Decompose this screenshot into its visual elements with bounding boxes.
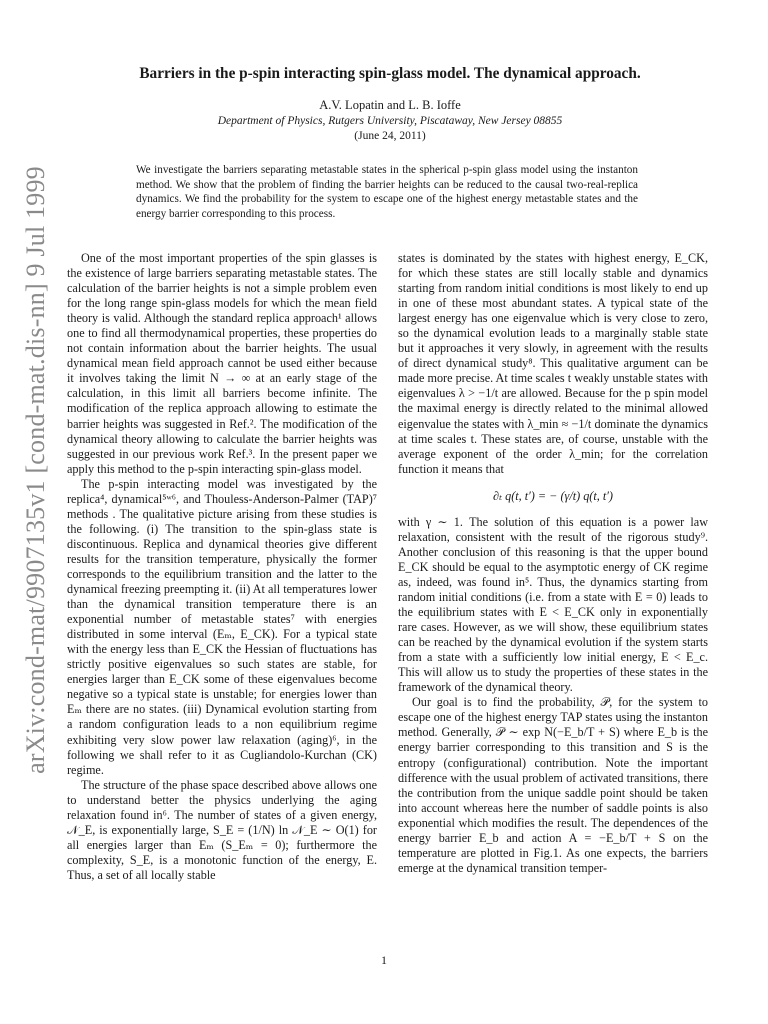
paper-header xyxy=(80,64,700,144)
paragraph: with γ ∼ 1. The solution of this equation is a power law relaxation, consistent with the result of the rigorous study⁹. Another conclusion of this reasoning is that the upper bound E_CK should be equal to the asymptotic energy of CK regime as, indeed, was found in⁵. Thus, the dynamics starting from random initial conditions (i.e. from a state with E = 0) leads to the equilibrium states with E < E_CK only in exponentially rare cases. However, as we will show, these equilibrium states can be reached by the dynamical evolution if the system starts from a state with a sufficiently low initial energy, E < E_c. This will allow us to study the properties of these states in the framework of the dynamical theory. xyxy=(398,514,708,695)
paper-date: (June 24, 2011) xyxy=(354,130,426,142)
paragraph: Our goal is to find the probability, 𝒫, for the system to escape one of the highest energy TAP states using the instanton method. Generally, 𝒫 ∼ exp N(−E_b/T + S) where E_b is the energy barrier corresponding to this transition and S is the entropy (configurational) contribution. Note the important difference with the usual problem of activated transitions, there the contribution from the unique saddle point should be taken into account whereas here the number of saddle points is also exponential which modifies the result. The dependences of the energy barrier E_b and action A = −E_b/T + S on the temperature are plotted in Fig.1. As one expects, the barriers emerge at the dynamical transition temper- xyxy=(398,695,708,875)
author-list: A.V. Lopatin and L. B. Ioffe xyxy=(319,98,461,112)
right-column xyxy=(398,251,708,876)
equation: ∂ₜ q(t, t′) = − (γ/t) q(t, t′) xyxy=(493,488,613,503)
paragraph: The structure of the phase space described above allows one to understand better the physics underlying the aging relaxation found in⁶. The number of states of a given energy, 𝒩_E, is exponentially large, S_E = (1/N) ln 𝒩_E ∼ O(1) for all energies larger than Eₘ (S_Eₘ = 0); furthermore the complexity, S_E, is a monotonic function of the energy, E. Thus, a set of all locally stable xyxy=(67,777,377,882)
arxiv-identifier: arXiv:cond-mat/9907135v1 [cond-mat.dis-nn] 9 Jul 1999 xyxy=(21,166,50,774)
paragraph: One of the most important properties of the spin glasses is the existence of large barriers separating metastable states. The calculation of the barrier heights is not a simple problem even for the long range spin-glass models for which the mean field theory is valid. Although the standard replica approach¹ allows one to find all thermodynamical properties, these properties do not contain information about the barrier heights. The usual dynamical mean field approach cannot be used either because it involves taking the limit N → ∞ at an early stage of the calculation, in this limit all barriers become infinite. The modification of the replica approach allowing to estimate the barrier heights was suggested in Ref.². The modification of the dynamical theory allowing to calculate the barrier heights was suggested in our previous work Ref.³. In the present paper we apply this method to the p-spin interacting spin-glass model. xyxy=(67,251,377,476)
left-column xyxy=(67,251,377,883)
page-number: 1 xyxy=(381,953,387,967)
paragraph: The p-spin interacting model was investigated by the replica⁴, dynamical⁵ʷ⁶, and Thouless-Anderson-Palmer (TAP)⁷ methods . The qualitative picture arising from these studies is the following. (i) The transition to the spin-glass state is discontinuous. Replica and dynamical theories give different results for the transition temperature, physically the former corresponds to the equilibrium transition and the latter to the dynamical freezing preempting it. (ii) At all temperatures lower than the dynamical transition temperature there is an exponential number of metastable states⁷ with energies distributed in some interval (Eₘ, E_CK). For a typical state with the energy less than E_CK the Hessian of fluctuations has strictly positive eigenvalues so such states are stable, for energies larger than E_CK some of these eigenvalues become negative so a typical state is unstable; for energies lower than Eₘ there are no states. (iii) Dynamical evolution starting from a random configuration leads to a non equilibrium regime exhibiting very slow power law relaxation (aging)⁶, in the following we shall refer to it as Cugliandolo-Kurchan (CK) regime. xyxy=(67,476,377,777)
affiliation: Department of Physics, Rutgers University, Piscataway, New Jersey 08855 xyxy=(217,115,563,127)
paragraph: states is dominated by the states with highest energy, E_CK, for which these states are still locally stable and dynamics starting from random initial conditions is most likely to end up in one of these most abundant states. A typical state of the largest energy has one eigenvalue which is very close to zero, so the dynamical evolution leads to a marginally stable state but it approaches it very slowly, in agreement with the results of direct dynamical study⁸. This qualitative argument can be made more precise. At time scales t weakly unstable states with eigenvalues λ > −1/t are allowed. Because for the p spin model the maximal energy is directly related to the minimal allowed eigenvalue the states with λ_min ≈ −1/t dominate the dynamics at time scales t. These states are, of course, unstable with the average exponent of the order λ_min; for the correlation function it means that xyxy=(398,251,708,476)
paper-title: Barriers in the p-spin interacting spin-glass model. The dynamical approach. xyxy=(139,65,641,82)
abstract: We investigate the barriers separating metastable states in the spherical p-spin glass model using the instanton method. We show that the problem of finding the barrier heights can be reduced to the causal two-real-replica dynamics. We find the probability for the system to escape one of the highest energy metastable states and the energy barrier corresponding to this process. xyxy=(136,164,638,221)
arxiv-sidebar xyxy=(14,166,58,774)
